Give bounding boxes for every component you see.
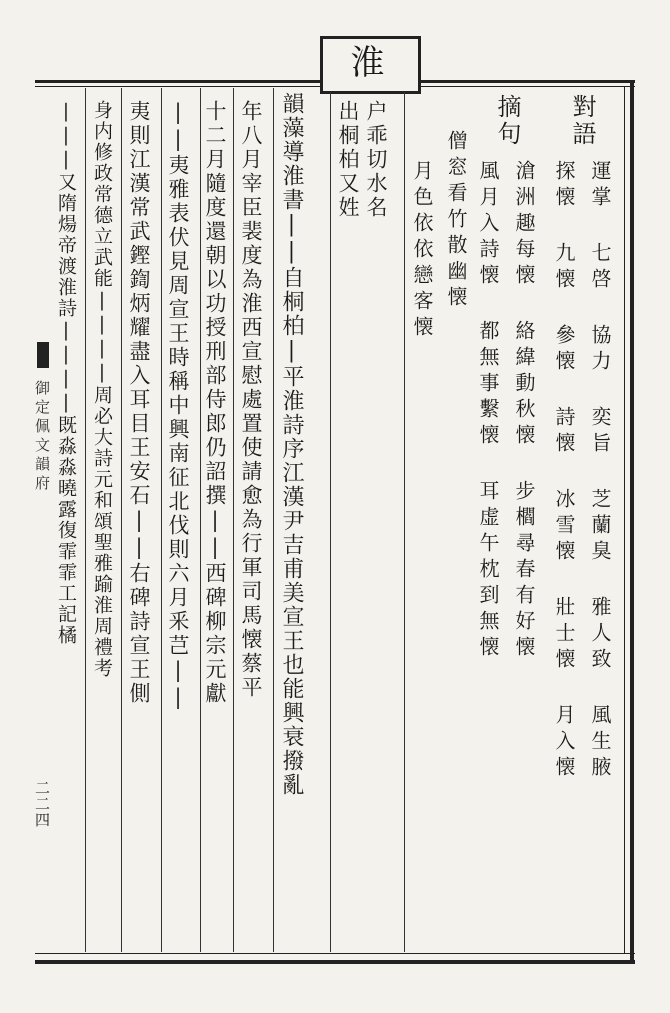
text-column-6: 身内修政常德立武能||||周必大詩元和頌聖雅踰淮周禮考: [91, 100, 113, 679]
section-heading-zhaiju: 摘句: [493, 94, 521, 148]
heading-frame-gap: [326, 80, 409, 90]
right-column-1: 運掌 七啓 協力 奕旨 芝蘭臭 雅人致 風生腋: [588, 160, 612, 782]
section-heading-duiyu: 對語: [568, 94, 596, 148]
right-column-2: 探懐 九懐 參懐 詩懐 冰雪懐 壯士懐 月入懐: [552, 160, 576, 782]
margin-book-title: 御定佩文韻府: [33, 380, 51, 494]
right-column-3: 滄洲趣每懐 絡緯動秋懐 步櫩尋春有好懐: [512, 160, 536, 662]
right-border-rule: [630, 80, 634, 964]
right-column-4: 風月入詩懐 都無事繫懐 耳虚午枕到無懐: [476, 160, 500, 662]
text-column-4: ||夷雅表伏見周宣王時稱中興南征北伐則六月釆芑||: [166, 100, 190, 712]
column-divider: [200, 88, 201, 952]
column-divider: [404, 92, 405, 952]
margin-page-number: 二二四: [33, 780, 51, 828]
bottom-border-inner-rule: [35, 953, 635, 954]
gloss-column-1: 户乖切水名: [364, 100, 388, 220]
column-divider: [273, 88, 274, 952]
column-divider: [233, 88, 234, 952]
bottom-border-rule: [35, 960, 635, 964]
column-divider: [330, 92, 331, 952]
column-divider: [121, 88, 122, 952]
column-divider: [161, 88, 162, 952]
text-column-7: |||又隋煬帝渡淮詩||||既淼淼曉露復霏霏工記橘: [55, 100, 77, 646]
text-column-2: 年八月宰臣裴度為淮西宣慰處置使請愈為行軍司馬懐蔡平: [239, 100, 263, 700]
right-column-5: 僧窓看竹散幽懐: [444, 130, 468, 312]
text-column-5: 夷則江漢常武鏗鍧炳耀盡入耳目王安石||右碑詩宣王側: [127, 100, 151, 706]
heading-character: 淮: [344, 44, 384, 78]
fishtail-mark: [37, 342, 49, 368]
right-column-6: 月色依依戀客懐: [410, 160, 434, 342]
column-divider: [85, 88, 86, 952]
gloss-column-2: 出桐柏又姓: [336, 100, 360, 220]
text-column-1: 韻藻導淮書||自桐柏|平淮詩序江漢尹吉甫美宣王也能興衰撥亂: [279, 92, 304, 797]
right-border-inner-rule: [624, 86, 625, 954]
text-column-3: 十二月隨度還朝以功授刑部侍郎仍詔撰||西碑柳宗元獻: [203, 100, 227, 706]
